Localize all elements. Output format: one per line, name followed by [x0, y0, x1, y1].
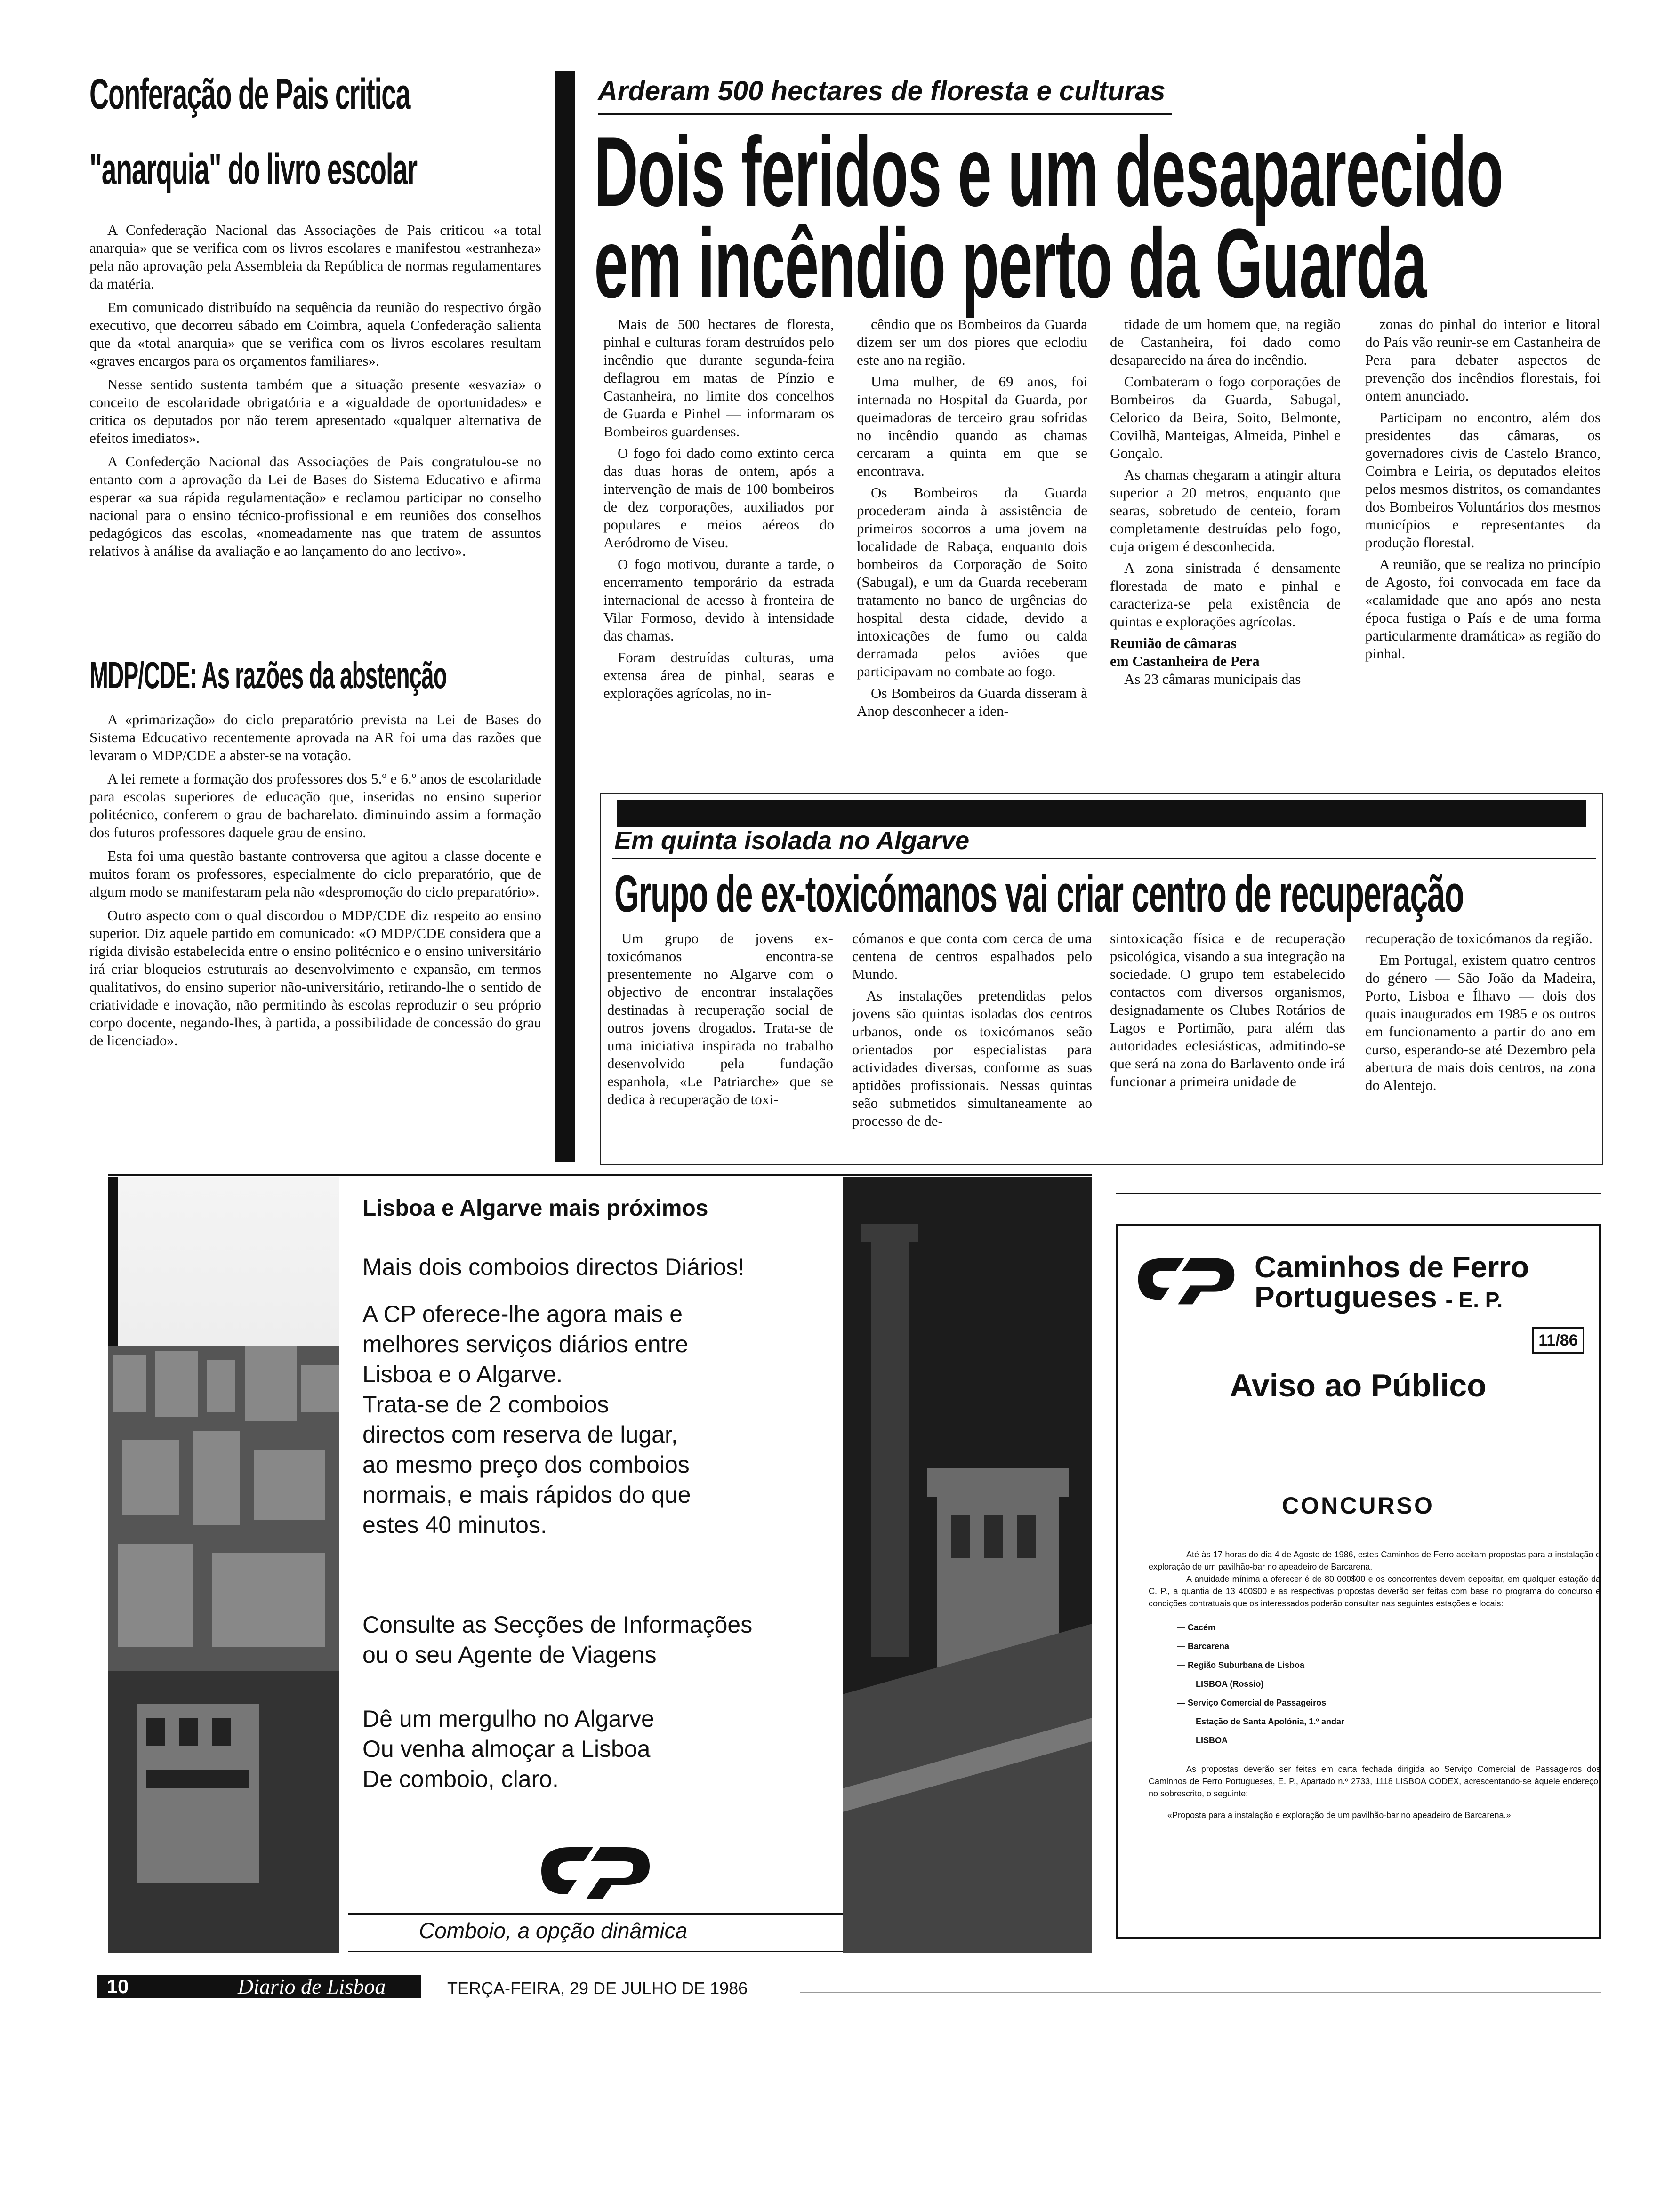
fire-col-1: Mais de 500 hectares de floresta, pinhal e culturas foram destruídos pelo incêndio que durante segunda-feira deflagrou em matas de Pínzio e Castanheira, no limite dos concelhos de Guarda e Pinhel — informaram os Bombeiros guardenses. O fogo foi dado como extinto cerca das duas horas de ontem, após a intervenção de mais de 100 bombeiros de dez corporações, auxiliados por populares e meios aéreos do Aeródromo de Viseu. O fogo motivou, durante a tarde, o encerramento temporário da estrada internacional de acesso à fronteira de Vilar Formoso, devido à intensidade das chamas. Foram destruídas culturas, uma extensa área de pinhal, searas e explorações agrícolas, no in-: [603, 316, 834, 701]
cp-logo-icon: [532, 1840, 659, 1901]
fire-subhead-line2: em Castanheira de Pera: [1110, 653, 1260, 669]
fire-headline-line2: em incêndio perto da Guarda: [594, 208, 1426, 319]
mdp-headline: MDP/CDE: As razões da abstenção: [89, 654, 447, 696]
footer-page-number: 10: [97, 1975, 139, 1998]
cp-ad-block3: Dê um mergulho no Algarve Ou venha almoçar a Lisboa De comboio, claro.: [362, 1706, 654, 1792]
aviso-body: Até às 17 horas do dia 4 de Agosto de 1986, estes Caminhos de Ferro aceitam propostas para a instalação e exploração de um pavilhão-bar no apeadeiro de Barcarena. A anuidade mínima a oferecer é de 80 000$00 e os concorrentes devem depositar, em qualquer estação da C. P., a quantia de 13 400$00 e as respectivas propostas deverão ser feitas com base no programa do concurso e condições contratuais que os interessados poderão consultar nas seguintes estações e locais: — Cacém — Barcarena — Região Suburbana de Lisboa LISBOA (Rossio) — Serviço Comercial de Passageiros Estação de Santa Apolónia, 1.º andar LISBOA As propostas deverão ser feitas em carta fechada dirigida ao Serviço Comercial de Passageiros dos Caminhos de Ferro Portugueses, E. P., Apartado n.º 2733, 1118 LISBOA CODEX, acrescentando-se àquele endereço, no sobrescrito, o seguinte: «Proposta para a instalação e exploração de um pavilhão-bar no apeadeiro de Barcarena.»: [1149, 1550, 1601, 1820]
algarve-kicker-rule: [612, 858, 1596, 859]
cp-aviso-logo-icon: [1130, 1252, 1243, 1306]
footer-date: TERÇA-FEIRA, 29 DE JULHO DE 1986: [447, 1979, 748, 1998]
cp-ad-slogan-rule: [348, 1913, 857, 1915]
fire-col-4: zonas do pinhal do interior e litoral do País vão reunir-se em Castanheira de Pera para debater aspectos de prevenção dos incêndios florestais, foi ontem anunciado. Participam no encontro, além dos presidentes das câmaras, os governadores civis de Castelo Branco, Coimbra e Leiria, os deputados eleitos pelos mesmos distritos, os comandantes dos Bombeiros Voluntários dos mesmos municípios e representantes da produção florestal. A reunião, que se realiza no princípio de Agosto, foi convocada em face da «calamidade que ano após ano nesta época fustiga o País e de uma forma particularmente dramática» as região do pinhal.: [1365, 316, 1601, 662]
aviso-subtitle: CONCURSO: [1282, 1492, 1434, 1519]
algarve-col-2: cómanos e que conta com cerca de uma centena de centros espalhados pelo Mundo. As instalações pretendidas pelos jovens são quintas isoladas dos centros urbanos, onde os toxicómanos seão orientados por especialistas para actividades diversas, conforme as suas aptidões profissionais. Nessas quintas seão submetidos simultaneamente ao processo de de-: [852, 930, 1092, 1129]
station-photo: [843, 1177, 1092, 1953]
column-divider-bar: [555, 71, 575, 1162]
lisbon-photo-illustration: [108, 1177, 339, 1953]
footer-rule: [800, 1992, 1601, 1993]
mdp-article-body: A «primarização» do ciclo preparatório prevista na Lei de Bases do Sistema Edcucativo recentemente aprovada na AR foi uma das razões que levaram o MDP/CDE a abster-se na votação. A lei remete a formação dos professores dos 5.º e 6.º anos de escolaridade para escolas superiores de educação que, inseridas no ensino superior politécnico, conferem o grau de bacharelato. diminuindo assim a formação dos futuros professores daquele grau de ensino. Esta foi uma questão bastante controversa que agitou a classe docente e muitos foram os professores, especialmente do ciclo preparatório, que de algum modo se manifestaram pela não «despromoção do ciclo preparatório». Outro aspecto com o qual discordou o MDP/CDE diz respeito ao ensino superior. Diz aquele partido em comunicado: «O MDP/CDE considera que a rígida divisão estabelecida entre o ensino politécnico e o ensino universitário irá criar bloqueios estruturais ao desenvolvimento e expansão, em termos qualitativos, do ensino superior não-universitário, retirando-lhe o sentido de criatividade e inovação, não permitindo às escolas reproduzir o seu próprio corpo docente, negando-lhes, à partida, a possibilidade de concessão do grau de licenciado».: [89, 711, 541, 1049]
left-article-body: A Confederação Nacional das Associações de Pais criticou «a total anarquia» que se verifica com os livros escolares e manifestou «estranheza» pela não aprovação pela Assembleia da República de normas regulamentares da matéria. Em comunicado distribuído na sequência da reunião do respectivo órgão executivo, que decorreu sábado em Coimbra, aquela Confederação salienta que da «total anarquia» que se verifica com os livros escolares resultam «graves encargos para os orçamentos familiares». Nesse sentido sustenta também que a situação presente «esvazia» o conceito de escolaridade obrigatória e a «igualdade de oportunidades» e critica os deputados por não terem apresentado «qualquer alternativa de efeitos imediatos». A Confederção Nacional das Associações de Pais congratulou-se no entanto com a aprovação da Lei de Bases do Sistema Educativo e afirma esperar «a sua rápida regulamentação» e reclamou participar no conselho nacional para o ensino técnico-profissional e em reuniões dos conselhos pedagógicos das escolas, «nomeadamente nas que tratem de assuntos relativos à análise da avaliação e ao lançamento do ano lectivo».: [89, 222, 541, 559]
lisbon-photo: [108, 1177, 339, 1953]
fire-kicker: Arderam 500 hectares de floresta e culturas: [598, 76, 1166, 106]
aviso-company-line1: Caminhos de Ferro: [1255, 1250, 1529, 1284]
algarve-kicker: Em quinta isolada no Algarve: [614, 826, 970, 855]
cp-ad-slogan: Comboio, a opção dinâmica: [419, 1918, 688, 1943]
station-photo-illustration: [843, 1177, 1092, 1953]
algarve-col-4: recuperação de toxicómanos da região. Em Portugal, existem quatro centros do género — São João da Madeira, Porto, Lisboa e Ílhavo — dois dos quais inaugurados em 1985 e os outros em funcionamento a partir do ano em curso, esperando-se até Dezembro pela abertura de mais dois centros, na zona do Alentejo.: [1365, 930, 1596, 1093]
aviso-top-rule: [1116, 1193, 1601, 1194]
fire-kicker-rule: [598, 113, 1172, 115]
algarve-col-1: Um grupo de jovens ex-toxicómanos encontra-se presentemente no Algarve com o objectivo de encontrar instalações destinadas à recuperação social de outros jovens drogados. Trata-se de uma iniciativa inspirada no trabalho desenvolvido pela fundação espanhola, «Le Patriarche» que se dedica à recuperação de toxi-: [607, 930, 833, 1107]
cp-ad-block1: A CP oferece-lhe agora mais e melhores serviços diários entre Lisboa e o Algarve. Trata-se de 2 comboios directos com reserva de lugar, ao mesmo preço dos comboios normais, e mais rápidos do que estes 40 minutos.: [362, 1301, 691, 1538]
aviso-locations-list: — Cacém — Barcarena — Região Suburbana de Lisboa LISBOA (Rossio) — Serviço Comercial de Passageiros Estação de Santa Apolónia, 1.º andar LISBOA: [1177, 1623, 1344, 1745]
aviso-title: Aviso ao Público: [1230, 1368, 1487, 1403]
left-headline-line1: Conferação de Pais critica: [89, 70, 410, 118]
aviso-company-name: Portugueses: [1255, 1280, 1437, 1314]
fire-subhead-line1: Reunião de câmaras: [1110, 635, 1237, 651]
footer-masthead: Diario de Lisboa: [139, 1975, 421, 1998]
algarve-headline: Grupo de ex-toxicómanos vai criar centro de recuperação: [614, 865, 1464, 923]
fire-col-2: cêndio que os Bombeiros da Guarda dizem ser um dos piores que eclodiu este ano na região. Uma mulher, de 69 anos, foi internada no Hospital da Guarda, por queimadoras de terceiro grau sofridas no incêndio quando as chamas cercaram a quinta em que se encontrava. Os Bombeiros da Guarda procederam ainda à assistência de primeiros socorros a uma jovem na localidade de Rabaça, enquanto dois bombeiros da Corporação de Soito (Sabugal), e um da Guarda receberam tratamento no banco de urgências do hospital desta cidade, devido a intoxicações de fumo ou calda derramada pelos aviões que participavam no combate ao fogo. Os Bombeiros da Guarda disseram à Anop desconhecer a iden-: [857, 316, 1087, 719]
cp-ad-block2: Consulte as Secções de Informações ou o seu Agente de Viagens: [362, 1611, 753, 1668]
left-headline-line2: "anarquia" do livro escolar: [89, 145, 417, 193]
cp-ad-top-rule: [108, 1174, 1092, 1176]
cp-ad-title: Lisboa e Algarve mais próximos: [362, 1196, 708, 1221]
algarve-top-bar: [617, 800, 1586, 827]
algarve-col-3: sintoxicação física e de recuperação psicológica, visando a sua integração na sociedade. O grupo tem estabelecido contactos com diversos organismos, designadamente os Clubes Rotários de Lagos e Portimão, para além das autoridades eclesiásticas, admitindo-se que será na zona do Barlavento onde irá funcionar a primeira unidade de: [1110, 930, 1345, 1090]
fire-col-3: tidade de um homem que, na região de Castanheira, foi dado como desaparecido na área do incêndio. Combateram o fogo corporações de Bombeiros da Guarda, Sabugal, Celorico da Beira, Soito, Belmonte, Covilhã, Manteigas, Almeida, Pinhel e Gonçalo. As chamas chegaram a atingir altura superior a 20 metros, enquanto que searas, sobretudo de centeio, foram completamente destruídas pelo fogo, cuja origem é desconhecida. A zona sinistrada é densamente florestada de mato e pinhal e caracteriza-se pela existência de quintas e explorações agrícolas. Reunião de câmaras em Castanheira de Pera As 23 câmaras municipais das: [1110, 316, 1341, 687]
aviso-number: 11/86: [1532, 1327, 1584, 1354]
aviso-company-suffix: - E. P.: [1445, 1288, 1503, 1312]
cp-ad-line1: Mais dois comboios directos Diários!: [362, 1254, 745, 1280]
aviso-company-line2: [1255, 1282, 1503, 1315]
fire-headline-line1: Dois feridos e um desaparecido: [594, 116, 1503, 227]
